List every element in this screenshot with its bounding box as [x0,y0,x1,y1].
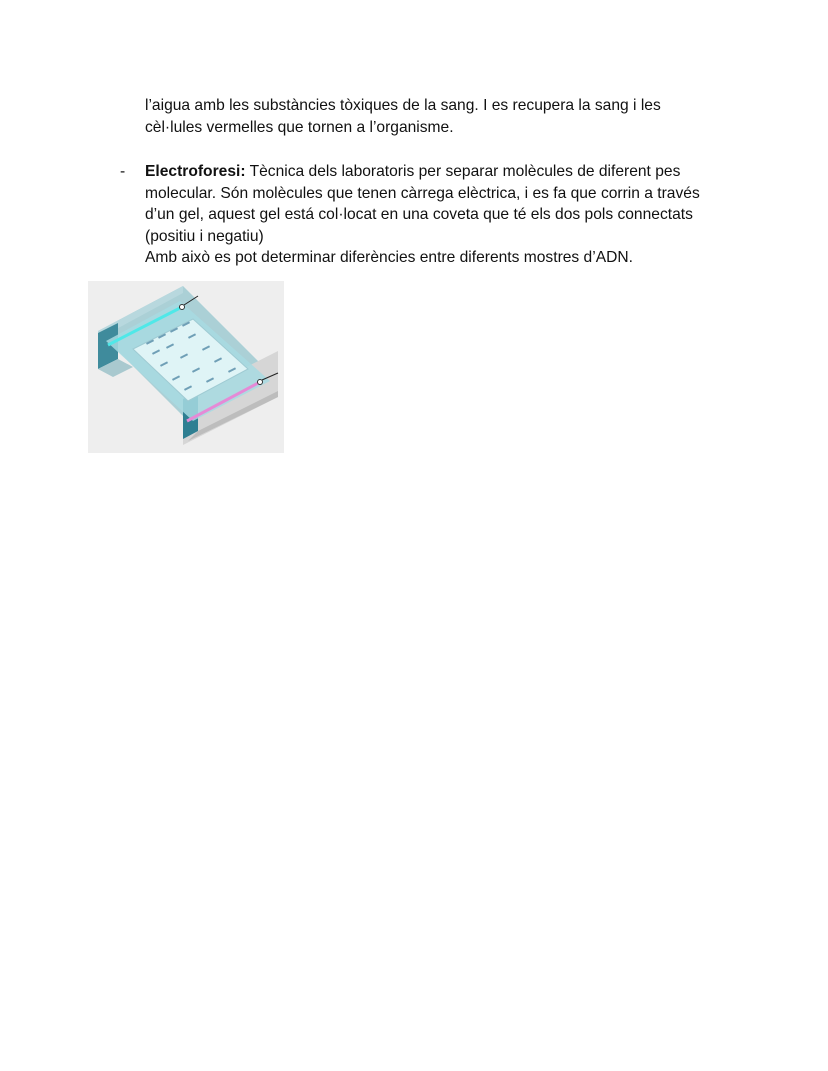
text-line: d’un gel, aquest gel está col·locat en una coveta que té els dos pols connectats [145,206,693,223]
text-line: cèl·lules vermelles que tornen a l’organisme. [145,119,454,136]
text-line: molecular. Són molècules que tenen càrrega elèctrica, i es fa que corrin a través [145,184,700,202]
text-line [145,161,680,183]
bullet-term: Electroforesi: [145,163,246,180]
bullet-text: Tècnica dels laboratoris per separar molècules de diferent pes [245,163,681,180]
text-line: (positiu i negatiu) [145,227,264,245]
text-line: l’aigua amb les substàncies tòxiques de la sang. I es recupera la sang i les [145,97,661,114]
bullet-marker: - [120,163,126,180]
electrophoresis-figure [88,281,284,453]
electrophoresis-chamber-icon [88,281,284,453]
text-line: Amb això es pot determinar diferències entre diferents mostres d’ADN. [145,249,633,266]
